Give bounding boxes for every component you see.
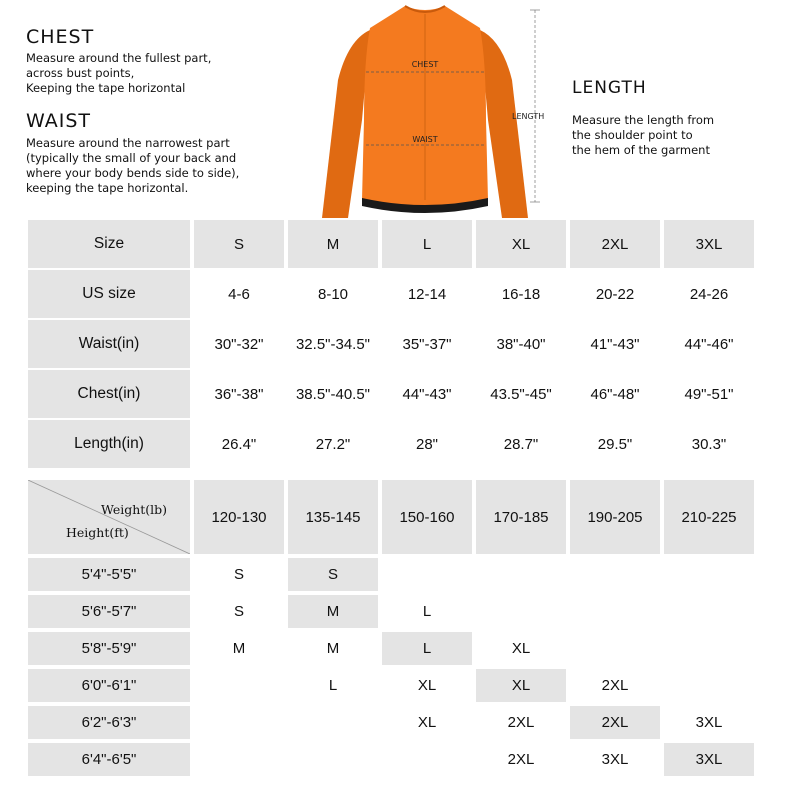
weight-cell: 135-145	[288, 480, 378, 554]
waist-title: WAIST	[26, 110, 92, 132]
fit-cell	[194, 706, 284, 739]
size-header-row	[28, 220, 758, 268]
weight-header-row	[28, 480, 758, 554]
table-cell: 46"-48"	[590, 385, 640, 403]
fit-cell: 2XL	[507, 714, 535, 731]
weight-cell: 190-205	[570, 480, 660, 554]
fit-cell	[382, 743, 472, 776]
chest-line: Keeping the tape horizontal	[26, 81, 186, 95]
fit-cell: L	[382, 632, 472, 665]
fit-cell	[664, 558, 754, 591]
fit-cell: XL	[476, 669, 566, 702]
diagonal-divider	[28, 480, 190, 554]
fit-cell: XL	[511, 640, 531, 657]
table-cell: 30"-32"	[214, 335, 264, 353]
table-cell: 26.4"	[221, 435, 257, 453]
fit-cell: XL	[417, 677, 437, 694]
fit-cell: L	[422, 603, 432, 620]
table-cell: 29.5"	[597, 435, 633, 453]
height-header: 5'4"-5'5"	[28, 558, 190, 591]
table-cell: 20-22	[595, 285, 635, 303]
chest-row	[28, 370, 758, 418]
height-row	[28, 558, 758, 591]
table-cell: 12-14	[407, 285, 447, 303]
table-cell: 49"-51"	[684, 385, 734, 403]
fit-cell	[476, 558, 566, 591]
height-header: 5'8"-5'9"	[28, 632, 190, 665]
length-instructions	[572, 113, 714, 158]
length-line: Measure the length from	[572, 113, 715, 127]
weight-cell: 120-130	[194, 480, 284, 554]
row-header: Size	[28, 220, 190, 268]
fit-cell: S	[233, 566, 244, 583]
fit-cell	[664, 595, 754, 628]
us-size-row	[28, 270, 758, 318]
table-cell: 8-10	[317, 285, 349, 303]
size-cell: XL	[476, 220, 566, 268]
fit-cell	[570, 632, 660, 665]
jersey-illustration	[310, 0, 540, 218]
table-cell: 4-6	[228, 285, 250, 303]
chest-instructions	[26, 51, 211, 96]
fit-cell	[194, 669, 284, 702]
weight-height-corner	[28, 480, 190, 554]
size-cell: 2XL	[570, 220, 660, 268]
fit-cell	[570, 595, 660, 628]
length-title: LENGTH	[572, 78, 647, 98]
fit-cell: M	[326, 640, 340, 657]
fit-cell: M	[288, 595, 378, 628]
table-cell: 38"-40"	[496, 335, 546, 353]
fit-cell: 3XL	[664, 743, 754, 776]
height-row	[28, 669, 758, 702]
fit-cell	[288, 743, 378, 776]
length-row	[28, 420, 758, 468]
chest-line: Measure around the fullest part,	[26, 51, 212, 65]
waist-line: (typically the small of your back and	[26, 151, 237, 165]
chest-measure-label: CHEST	[411, 60, 439, 69]
size-cell: M	[288, 220, 378, 268]
waist-line: keeping the tape horizontal.	[26, 181, 189, 195]
height-header: 5'6"-5'7"	[28, 595, 190, 628]
fit-cell: 2XL	[601, 677, 629, 694]
weight-cell: 150-160	[382, 480, 472, 554]
waist-instructions	[26, 136, 239, 196]
weight-cell: 170-185	[476, 480, 566, 554]
length-line: the shoulder point to	[572, 128, 693, 142]
table-cell: 35"-37"	[402, 335, 452, 353]
table-cell: 44"-43"	[402, 385, 452, 403]
size-cell: S	[194, 220, 284, 268]
row-header: Length(in)	[28, 420, 190, 468]
table-cell: 28.7"	[503, 435, 539, 453]
fit-cell: S	[288, 558, 378, 591]
height-header: 6'4"-6'5"	[28, 743, 190, 776]
chest-line: across bust points,	[26, 66, 135, 80]
weight-height-table	[28, 480, 758, 780]
height-row	[28, 706, 758, 739]
table-cell: 38.5"-40.5"	[295, 385, 371, 403]
table-cell: 36"-38"	[214, 385, 264, 403]
table-cell: 44"-46"	[684, 335, 734, 353]
fit-cell: 3XL	[695, 714, 723, 731]
table-cell: 24-26	[689, 285, 729, 303]
row-header: US size	[28, 270, 190, 318]
size-chart-table	[28, 220, 758, 470]
fit-cell	[382, 558, 472, 591]
row-header: Waist(in)	[28, 320, 190, 368]
table-cell: 30.3"	[691, 435, 727, 453]
fit-cell: 3XL	[601, 751, 629, 768]
weight-cell: 210-225	[664, 480, 754, 554]
table-cell: 32.5"-34.5"	[295, 335, 371, 353]
fit-cell: XL	[417, 714, 437, 731]
height-header: 6'0"-6'1"	[28, 669, 190, 702]
length-line: the hem of the garment	[572, 143, 710, 157]
fit-cell: 2XL	[570, 706, 660, 739]
height-row	[28, 595, 758, 628]
fit-cell	[570, 558, 660, 591]
fit-cell: L	[328, 677, 338, 694]
size-cell: 3XL	[664, 220, 754, 268]
fit-cell	[664, 669, 754, 702]
waist-line: where your body bends side to side),	[26, 166, 240, 180]
length-measure-label: LENGTH	[512, 112, 545, 121]
table-cell: 41"-43"	[590, 335, 640, 353]
fit-cell	[288, 706, 378, 739]
height-header: 6'2"-6'3"	[28, 706, 190, 739]
row-header: Chest(in)	[28, 370, 190, 418]
fit-cell: 2XL	[507, 751, 535, 768]
height-label: Height(ft)	[66, 525, 129, 540]
fit-cell	[194, 743, 284, 776]
table-cell: 16-18	[501, 285, 541, 303]
table-cell: 28"	[415, 435, 438, 453]
fit-cell: M	[232, 640, 246, 657]
size-cell: L	[382, 220, 472, 268]
weight-label: Weight(lb)	[101, 502, 168, 517]
waist-measure-label: WAIST	[412, 135, 438, 144]
fit-cell	[476, 595, 566, 628]
waist-line: Measure around the narrowest part	[26, 136, 230, 150]
waist-row	[28, 320, 758, 368]
table-cell: 27.2"	[315, 435, 351, 453]
fit-cell: S	[233, 603, 244, 620]
height-row	[28, 743, 758, 776]
height-row	[28, 632, 758, 665]
fit-cell	[664, 632, 754, 665]
table-cell: 43.5"-45"	[490, 385, 552, 403]
chest-title: CHEST	[26, 26, 95, 48]
